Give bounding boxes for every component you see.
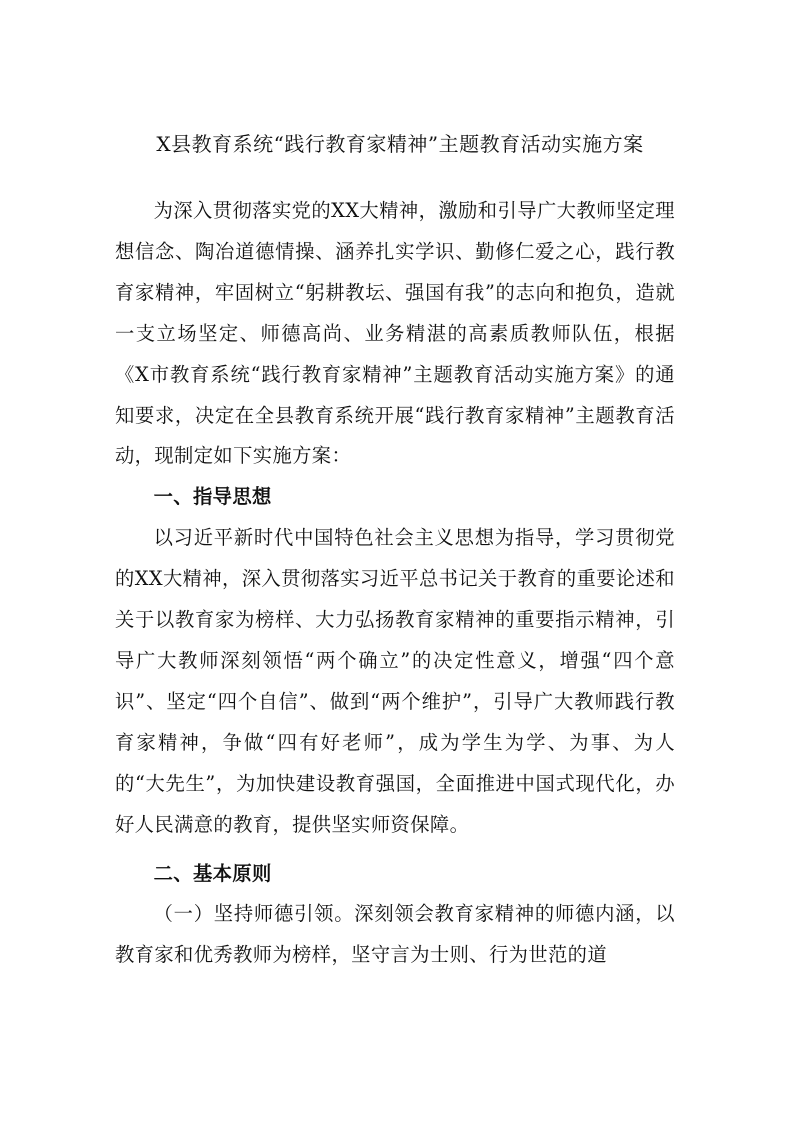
guiding-ideology-paragraph: 以习近平新时代中国特色社会主义思想为指导，学习贯彻党的XX大精神，深入贯彻落实习近平总书记关于教育的重要论述和关于以教育家为榜样、大力弘扬教育家精神的重要指示精神，引导广大教师深刻领悟“两个确立”的决定性意义，增强“四个意识”、坚定“四个自信”、做到“两个维护”，引导广大教师践行教育家精神，争做“四有好老师”，成为学生为学、为事、为人的“大先生”，为加快建设教育强国，全面推进中国式现代化，办好人民满意的教育，提供坚实师资保障。: [115, 526, 675, 836]
basic-principles-paragraph: （一）坚持师德引领。深刻领会教育家精神的师德内涵，以教育家和优秀教师为榜样，坚守言为士则、行为世范的道: [115, 902, 675, 967]
document-title: X县教育系统“践行教育家精神”主题教育活动实施方案: [156, 132, 644, 156]
document-body: [115, 191, 675, 976]
section-heading-basic-principles: 二、基本原则: [153, 861, 272, 885]
section-heading-guiding-ideology: 一、指导思想: [153, 485, 272, 509]
intro-paragraph: 为深入贯彻落实党的XX大精神，激励和引导广大教师坚定理想信念、陶冶道德情操、涵养扎实学识、勤修仁爱之心，践行教育家精神，牢固树立“躬耕教坛、强国有我”的志向和抱负，造就一支立场坚定、师德高尚、业务精湛的高素质教师队伍，根据《X市教育系统“践行教育家精神”主题教育活动实施方案》的通知要求，决定在全县教育系统开展“践行教育家精神”主题教育活动，现制定如下实施方案：: [115, 199, 675, 468]
